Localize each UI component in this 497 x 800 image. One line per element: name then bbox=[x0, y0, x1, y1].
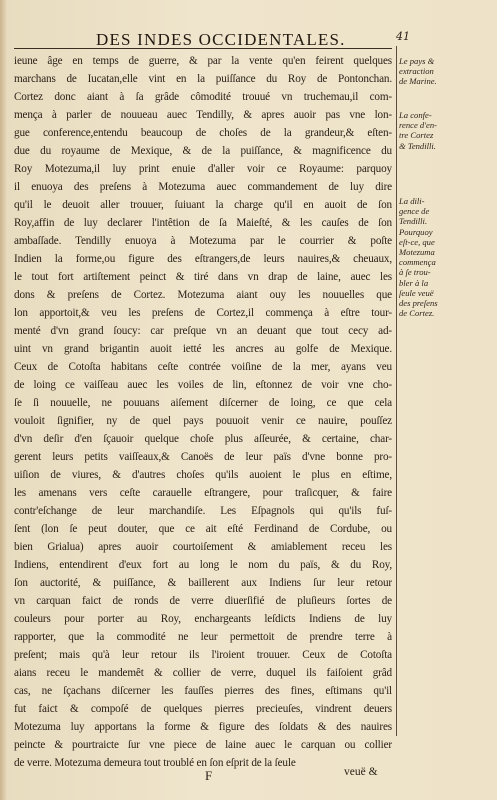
text-line: Indiens, entendirent d'eux fort au long le nom du païs, & du Roy, bbox=[14, 559, 392, 571]
margin-note-line: commença bbox=[399, 257, 436, 268]
margin-note-line: à ſe trou- bbox=[399, 267, 431, 278]
text-line: gerent leurs petits vaiſſeaux,& Canoës de leur païs d'vne bonne pro- bbox=[14, 451, 392, 463]
margin-note-3 bbox=[399, 196, 489, 318]
text-line: Roy,affin de luy declarer l'intêtion de ſa Maieſté, & les cauſes de ſon bbox=[14, 217, 392, 229]
text-line: fut faict & compoſé de quelques pierres precieuſes, vindrent deuers bbox=[14, 703, 392, 715]
text-line: Indien la forme,ou figure des eſtrangers,de leurs nauires,& cheuaux, bbox=[14, 253, 392, 265]
text-line: mença à parler de nouueau auec Tendilly, & apres auoir pas vne lon- bbox=[14, 109, 392, 121]
margin-note-line: extraction bbox=[399, 66, 434, 77]
margin-note-2 bbox=[399, 110, 489, 151]
text-line: vn carquan faict de ronds de verre diuerſifié de pluſieurs ſortes de bbox=[14, 595, 392, 607]
body-text bbox=[14, 52, 392, 772]
text-line: lon apportoit,& veu les preſens de Cortez,il commença à eſtre tour- bbox=[14, 307, 392, 319]
text-line: gue conference,entendu beaucoup de choſes de la grandeur,& eſten- bbox=[14, 127, 392, 139]
text-line: rapporter, que la commodité ne leur permettoit de prendre terre à bbox=[14, 631, 392, 643]
text-line: ſe ſi nouuelle, ne pouuans aiſement diſcerner de loing, ce que cela bbox=[14, 397, 392, 409]
margin-note-line: bler à la bbox=[399, 277, 429, 288]
signature-mark: F bbox=[205, 768, 213, 783]
margin-note-line: ſeule veuë bbox=[399, 287, 434, 298]
text-line: les amenans vers ceſte carauelle eſtrangere, pour traſicquer, & faire bbox=[14, 487, 392, 499]
margin-note-line: de Cortez. bbox=[399, 308, 435, 319]
page-header bbox=[56, 28, 396, 54]
text-line: menté d'vn grand ſoucy: car preſque vn an deuant que tout cecy ad- bbox=[14, 325, 392, 337]
text-line: de verre. Motezuma demeura tout troublé en ſon eſprit de la ſeule bbox=[14, 757, 296, 769]
margin-note-line: des preſens bbox=[399, 298, 438, 309]
text-line: Roy Motezuma,il luy print enuie d'aller voir ce Royaume: parquoy bbox=[14, 163, 392, 175]
text-line: ambaſſade. Tendilly enuoya à Motezuma par le courrier & poſte bbox=[14, 235, 392, 247]
text-line: marchans de Iucatan,elle vint en la puiſſance du Roy de Pontonchan. bbox=[14, 73, 392, 85]
text-line: Motezuma luy apportans la forme & figure des ſoldats & des nauires bbox=[14, 721, 392, 733]
margin-note-line: Tendilli. bbox=[399, 216, 428, 227]
text-line: ſon auctorité, & puiſſance, & baillerent aux Indiens ſur leur retour bbox=[14, 577, 392, 589]
text-line: le tout fort artiſtement peinct & tiré dans vn drap de laine, auec les bbox=[14, 271, 392, 283]
margin-note-line: de Marine. bbox=[399, 76, 437, 87]
text-line: il enuoya des preſens à Motezuma auec commandement de luy dire bbox=[14, 181, 392, 193]
text-line: couleurs pour porter au Roy, enchargeants leſdicts Indiens de luy bbox=[14, 613, 392, 625]
text-line: contr'eſchange de leur marchandiſe. Les Eſpagnols qui qu'ils fuſ- bbox=[14, 505, 392, 517]
margin-note-line: gence de bbox=[399, 206, 430, 217]
margin-note-line: La confe- bbox=[399, 110, 432, 120]
text-line: cas, ne ſçachans diſcerner les fauſſes pierres des fines, eſtimans qu'il bbox=[14, 685, 392, 697]
margin-note-line: tre Cortez bbox=[399, 130, 434, 141]
text-line: uint vn grand brigantin auoit ietté les ancres au golfe de Mexique. bbox=[14, 343, 392, 355]
text-line: aians receu le mandemêt & collier de verre, duquel ils faiſoient grâd bbox=[14, 667, 392, 679]
text-line: qu'il le deuoit aller trouuer, ſuiuant la charge qu'il en auoit de ſon bbox=[14, 199, 392, 211]
margin-note-line: eſt-ce, que bbox=[399, 236, 435, 247]
text-line: bien Grialua) apres auoir courtoiſement & amiablement receu les bbox=[14, 541, 392, 553]
text-line: d'vn deſir d'en ſçauoir quelque choſe plus aſſeurée, & certaine, char- bbox=[14, 433, 392, 445]
header-rule bbox=[14, 48, 392, 49]
text-line: Ceux de Cotoſta habitans ceſte contrée voiſine de la mer, ayans veu bbox=[14, 361, 392, 373]
running-head: DES INDES OCCIDENTALES. bbox=[96, 30, 346, 49]
margin-note-1 bbox=[399, 56, 489, 87]
text-line: vouloit ſignifier, ny de quel pays pouuoit venir ce nauire, pouſſez bbox=[14, 415, 392, 427]
text-line: de loing ce vaiſſeau auec les voiles de lin, eſtonnez de voir vne cho- bbox=[14, 379, 392, 391]
catchword: veuë & bbox=[344, 766, 378, 778]
text-line: due du royaume de Mexique, & de la puiſſance, & magnificence du bbox=[14, 145, 392, 157]
text-line: dons & preſens de Cortez. Motezuma aiant ouy les nouuelles que bbox=[14, 289, 392, 301]
text-line: Cortez donc aiant à ſa grâde cômodité trouué vn truchemau,il com- bbox=[14, 91, 392, 103]
text-line: uiſion de viures, & d'autres choſes qu'ils auoient le plus en eſtime, bbox=[14, 469, 392, 481]
page-number: 41 bbox=[396, 30, 410, 43]
text-line: preſent; mais qu'à leur retour ils l'iroient trouuer. Ceux de Cotoſta bbox=[14, 649, 392, 661]
margin-rule bbox=[396, 46, 397, 736]
margin-note-line: Le pays & bbox=[399, 56, 435, 66]
spine-shadow bbox=[0, 0, 8, 800]
text-line: ieune âge en temps de guerre, & par la vente qu'en feirent quelques bbox=[14, 55, 392, 67]
margin-note-line: rence d'en- bbox=[399, 120, 438, 131]
margin-note-line: Motezuma bbox=[399, 247, 435, 258]
text-line: peincte & pourtraicte ſur vne piece de laine auec le carquan ou collier bbox=[14, 739, 392, 751]
margin-note-line: Pourquoy bbox=[399, 226, 433, 237]
margin-note-line: & Tendilli. bbox=[399, 140, 436, 151]
margin-note-line: La dili- bbox=[399, 196, 425, 206]
text-line: ſent (lon ſe peut douter, que ce ait eſté Ferdinand de Cordube, ou bbox=[14, 523, 392, 535]
